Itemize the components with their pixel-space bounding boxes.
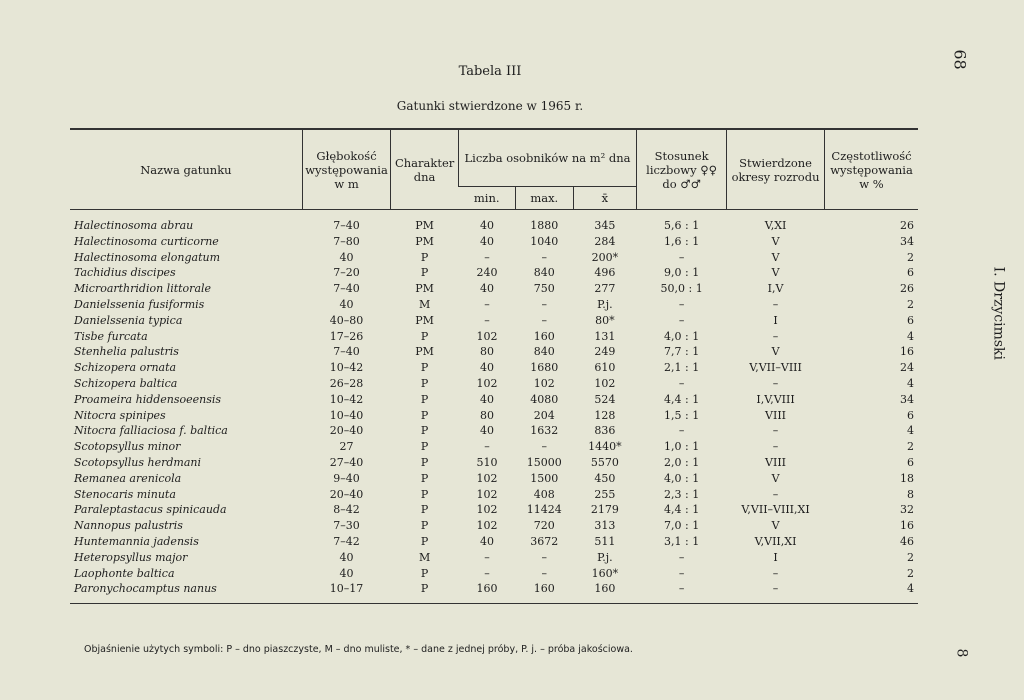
cell-min: –: [484, 297, 490, 311]
cell-frequency: 34: [900, 392, 914, 406]
table-row: [70, 455, 918, 471]
cell-mean: 610: [594, 361, 616, 375]
cell-bottom: PM: [415, 219, 434, 232]
cell-name: Halectinosoma curticorne: [74, 234, 219, 248]
cell-ratio: 2,0 : 1: [664, 455, 700, 469]
cell-bottom: P: [420, 392, 429, 406]
cell-name: Stenhelia palustris: [74, 345, 179, 359]
cell-depth: 20–40: [329, 487, 364, 501]
cell-depth: 40: [339, 550, 354, 564]
cell-periods: V: [771, 345, 780, 359]
table-row: [70, 408, 918, 424]
cell-mean: 836: [594, 424, 616, 438]
cell-frequency: 6: [907, 313, 914, 327]
cell-max: 4080: [530, 392, 559, 406]
cell-depth: 7–40: [333, 282, 360, 296]
cell-frequency: 4: [907, 329, 914, 343]
cell-bottom: P: [420, 455, 429, 469]
cell-ratio: –: [678, 566, 685, 580]
cell-frequency: 2: [907, 250, 914, 264]
cell-mean: 496: [594, 266, 616, 280]
cell-depth: 9–40: [333, 471, 360, 485]
cell-depth: 26–28: [329, 376, 364, 390]
cell-min: 40: [479, 234, 494, 248]
cell-mean: 200*: [591, 250, 619, 264]
cell-frequency: 6: [907, 408, 914, 422]
cell-ratio: 4,0 : 1: [664, 471, 700, 485]
cell-mean: 277: [594, 282, 616, 296]
table-row: [70, 344, 918, 360]
cell-bottom: P: [420, 519, 429, 533]
table-row: [70, 534, 918, 550]
cell-mean: 511: [594, 534, 616, 548]
table-row: [70, 376, 918, 392]
cell-name: Huntemannia jadensis: [74, 534, 199, 548]
table-row: [70, 297, 918, 313]
cell-max: 3672: [530, 534, 559, 548]
cell-name: Danielssenia fusiformis: [74, 297, 205, 311]
cell-mean: P.j.: [597, 550, 613, 564]
cell-ratio: –: [637, 581, 727, 603]
table-row: [70, 281, 918, 297]
cell-name: Nannopus palustris: [74, 519, 183, 533]
cell-max: 1680: [530, 361, 559, 375]
cell-periods: VIII: [765, 408, 787, 422]
cell-periods: –: [772, 376, 779, 390]
running-head-author: I. Drzycimski: [990, 266, 1006, 360]
table-row: [70, 234, 918, 250]
cell-min: 40: [479, 392, 494, 406]
cell-mean: 80*: [595, 313, 615, 327]
cell-max: 1632: [530, 424, 559, 438]
cell-name: Tisbe furcata: [74, 329, 148, 343]
cell-periods: V,VII–VIII: [749, 361, 802, 375]
cell-periods: I: [773, 550, 778, 564]
cell-depth: 7–40: [333, 345, 360, 359]
cell-name: Nitocra falliaciosa f. baltica: [74, 424, 228, 438]
cell-ratio: 4,4 : 1: [664, 392, 700, 406]
cell-mean: 102: [594, 376, 616, 390]
cell-bottom: M: [418, 297, 431, 311]
table-row: [70, 265, 918, 281]
footnote: Objaśnienie użytych symboli: P – dno piaszczyste, M – dno muliste, * – dane z jednej próby, P. j. – próba jakościowa.: [84, 644, 633, 655]
cell-bottom: P: [420, 424, 429, 438]
cell-bottom: P: [420, 487, 429, 501]
cell-min: –: [484, 250, 490, 264]
table-subtitle: Gatunki stwierdzone w 1965 r.: [396, 99, 584, 113]
cell-min: 102: [476, 471, 498, 485]
cell-periods: I,V,VIII: [756, 392, 795, 406]
cell-depth: 40: [339, 297, 354, 311]
header-bottom: Charakter dna: [391, 129, 459, 210]
cell-name: Danielssenia typica: [74, 313, 183, 327]
header-name: Nazwa gatunku: [70, 129, 302, 210]
cell-max: –: [541, 550, 548, 564]
table-row: [70, 329, 918, 345]
cell-periods: V,XI: [764, 219, 787, 232]
cell-mean: 249: [594, 345, 616, 359]
cell-ratio: 9,0 : 1: [664, 266, 700, 280]
cell-periods: –: [772, 566, 779, 580]
cell-ratio: –: [678, 250, 685, 264]
cell-min: 102: [476, 519, 498, 533]
cell-min: –: [484, 440, 490, 454]
table-title: Tabela III: [458, 64, 522, 79]
cell-bottom: M: [418, 550, 431, 564]
cell-mean: 345: [594, 219, 616, 232]
cell-bottom: PM: [415, 345, 434, 359]
cell-max: 1880: [530, 219, 559, 232]
cell-min: 40: [479, 424, 494, 438]
cell-min: 40: [479, 282, 494, 296]
page-number: 68: [950, 49, 970, 70]
cell-max: –: [541, 297, 548, 311]
cell-frequency: 32: [900, 503, 914, 517]
header-count-mean: x̄: [573, 187, 637, 210]
cell-bottom: P: [420, 503, 429, 517]
cell-bottom: P: [420, 329, 429, 343]
cell-frequency: 26: [900, 219, 914, 232]
cell-bottom: P: [420, 408, 429, 422]
cell-ratio: 50,0 : 1: [660, 282, 703, 296]
cell-periods: –: [772, 424, 779, 438]
cell-depth: 40–80: [329, 313, 364, 327]
table-row: [70, 313, 918, 329]
cell-periods: –: [772, 297, 779, 311]
table-row: [70, 550, 918, 566]
cell-name: Scotopsyllus herdmani: [74, 455, 202, 469]
cell-periods: V: [771, 266, 780, 280]
cell-ratio: 1,6 : 1: [664, 234, 700, 248]
cell-min: 40: [479, 219, 494, 232]
cell-bottom: PM: [415, 282, 434, 296]
cell-min: –: [484, 566, 490, 580]
cell-bottom: P: [391, 581, 459, 603]
cell-depth: 40: [339, 250, 354, 264]
side-number: 8: [953, 648, 970, 658]
cell-depth: 27: [339, 440, 354, 454]
cell-max: 1040: [530, 234, 559, 248]
table-row: [70, 518, 918, 534]
cell-frequency: 8: [907, 487, 914, 501]
cell-periods: V: [771, 234, 780, 248]
cell-max: 750: [533, 282, 555, 296]
cell-bottom: P: [420, 534, 429, 548]
cell-mean: 160*: [591, 566, 619, 580]
table-row: [70, 566, 918, 582]
cell-bottom: P: [420, 566, 429, 580]
cell-mean: 284: [594, 234, 616, 248]
cell-ratio: 2,1 : 1: [664, 361, 700, 375]
header-frequency: Częstotliwość występowania w %: [825, 129, 918, 210]
cell-min: 80: [479, 408, 494, 422]
cell-periods: –: [772, 440, 779, 454]
cell-name: Remanea arenicola: [74, 471, 182, 485]
cell-name: Schizopera ornata: [74, 361, 177, 375]
cell-ratio: –: [678, 376, 685, 390]
cell-max: 15000: [526, 455, 562, 469]
cell-depth: 7–20: [333, 266, 360, 280]
table-row: [70, 502, 918, 518]
cell-depth: 8–42: [333, 503, 360, 517]
cell-name: Paraleptastacus spinicauda: [74, 503, 227, 517]
cell-name: Scotopsyllus minor: [74, 440, 181, 454]
cell-ratio: –: [678, 550, 685, 564]
cell-ratio: –: [678, 424, 685, 438]
cell-max: –: [541, 440, 548, 454]
cell-ratio: 7,0 : 1: [664, 519, 700, 533]
header-ratio: Stosunek liczbowy ♀♀ do ♂♂: [637, 129, 727, 210]
cell-name: Tachidius discipes: [74, 266, 176, 280]
cell-periods: I,V: [767, 282, 784, 296]
cell-ratio: 7,7 : 1: [664, 345, 700, 359]
header-count: Liczba osobników na m² dna: [458, 129, 636, 187]
cell-depth: 7–42: [333, 534, 360, 548]
cell-max: 840: [533, 345, 555, 359]
cell-bottom: P: [420, 440, 429, 454]
cell-frequency: 26: [900, 282, 914, 296]
cell-frequency: 18: [900, 471, 914, 485]
table-body: [70, 210, 918, 604]
cell-depth: 40: [339, 566, 354, 580]
cell-frequency: 2: [907, 440, 914, 454]
cell-ratio: 5,6 : 1: [664, 219, 700, 232]
cell-name: Halectinosoma abrau: [74, 219, 194, 232]
cell-max: –: [541, 250, 548, 264]
cell-mean: 1440*: [588, 440, 622, 454]
cell-ratio: –: [678, 313, 685, 327]
header-periods: Stwierdzone okresy rozrodu: [727, 129, 825, 210]
cell-bottom: PM: [415, 234, 434, 248]
cell-name: Stenocaris minuta: [74, 487, 176, 501]
cell-max: 720: [533, 519, 555, 533]
cell-periods: –: [727, 581, 825, 603]
cell-mean: 131: [594, 329, 616, 343]
cell-depth: 7–30: [333, 519, 360, 533]
table-row: [70, 210, 918, 234]
cell-mean: 450: [594, 471, 616, 485]
cell-frequency: 4: [907, 376, 914, 390]
cell-max: –: [541, 566, 548, 580]
cell-max: 160: [515, 581, 573, 603]
cell-name: Paronychocamptus nanus: [70, 581, 302, 603]
cell-bottom: P: [420, 250, 429, 264]
table-row: [70, 423, 918, 439]
cell-name: Nitocra spinipes: [74, 408, 166, 422]
cell-name: Halectinosoma elongatum: [74, 250, 221, 264]
cell-depth: 10–42: [329, 361, 364, 375]
cell-name: Proameira hiddensoeensis: [74, 392, 222, 406]
cell-periods: I: [773, 313, 778, 327]
cell-ratio: 4,0 : 1: [664, 329, 700, 343]
cell-max: 102: [533, 376, 555, 390]
cell-bottom: P: [420, 361, 429, 375]
cell-min: 240: [476, 266, 498, 280]
cell-ratio: 2,3 : 1: [664, 487, 700, 501]
cell-min: 510: [476, 455, 498, 469]
cell-mean: 160: [573, 581, 637, 603]
cell-mean: 524: [594, 392, 616, 406]
cell-frequency: 34: [900, 234, 914, 248]
cell-depth: 10–40: [329, 408, 364, 422]
cell-frequency: 46: [900, 534, 914, 548]
cell-mean: 313: [594, 519, 616, 533]
cell-min: –: [484, 313, 490, 327]
cell-depth: 7–40: [333, 219, 360, 232]
cell-periods: V: [771, 471, 780, 485]
cell-mean: P.j.: [597, 297, 613, 311]
cell-frequency: 2: [907, 297, 914, 311]
cell-max: 160: [533, 329, 555, 343]
cell-ratio: –: [678, 297, 685, 311]
cell-name: Laophonte baltica: [74, 566, 175, 580]
cell-bottom: P: [420, 266, 429, 280]
cell-mean: 2179: [590, 503, 619, 517]
cell-max: 204: [533, 408, 555, 422]
table-row: [70, 581, 918, 603]
cell-min: 40: [479, 534, 494, 548]
cell-max: 408: [533, 487, 555, 501]
cell-ratio: 4,4 : 1: [664, 503, 700, 517]
cell-periods: –: [772, 487, 779, 501]
cell-periods: VIII: [765, 455, 787, 469]
cell-max: –: [541, 313, 548, 327]
cell-frequency: 2: [907, 566, 914, 580]
cell-frequency: 4: [825, 581, 918, 603]
cell-mean: 128: [594, 408, 616, 422]
cell-max: 1500: [530, 471, 559, 485]
header-count-max: max.: [515, 187, 573, 210]
cell-frequency: 6: [907, 266, 914, 280]
cell-bottom: P: [420, 471, 429, 485]
cell-min: 102: [476, 329, 498, 343]
cell-ratio: 1,5 : 1: [664, 408, 700, 422]
cell-bottom: PM: [415, 313, 434, 327]
cell-depth: 17–26: [329, 329, 364, 343]
cell-min: –: [484, 550, 490, 564]
cell-frequency: 16: [900, 519, 914, 533]
cell-periods: V,VII–VIII,XI: [741, 503, 810, 517]
table-row: [70, 439, 918, 455]
cell-frequency: 16: [900, 345, 914, 359]
species-table: [70, 128, 918, 604]
cell-ratio: 3,1 : 1: [664, 534, 700, 548]
cell-depth: 7–80: [333, 234, 360, 248]
cell-name: Microarthridion littorale: [74, 282, 212, 296]
cell-periods: V: [771, 250, 780, 264]
cell-depth: 10–17: [302, 581, 390, 603]
cell-name: Heteropsyllus major: [74, 550, 188, 564]
cell-frequency: 4: [907, 424, 914, 438]
cell-ratio: 1,0 : 1: [664, 440, 700, 454]
cell-min: 80: [479, 345, 494, 359]
cell-max: 11424: [526, 503, 562, 517]
cell-frequency: 24: [900, 361, 914, 375]
cell-max: 840: [533, 266, 555, 280]
cell-depth: 10–42: [329, 392, 364, 406]
header-depth: Głębokość występowania w m: [302, 129, 390, 210]
table-row: [70, 487, 918, 503]
table-row: [70, 392, 918, 408]
cell-frequency: 6: [907, 455, 914, 469]
cell-name: Schizopera baltica: [74, 376, 178, 390]
cell-depth: 27–40: [329, 455, 364, 469]
cell-min: 102: [476, 503, 498, 517]
cell-min: 40: [479, 361, 494, 375]
cell-bottom: P: [420, 376, 429, 390]
table-row: [70, 471, 918, 487]
cell-depth: 20–40: [329, 424, 364, 438]
table-row: [70, 250, 918, 266]
cell-mean: 255: [594, 487, 616, 501]
table-row: [70, 360, 918, 376]
cell-mean: 5570: [590, 455, 619, 469]
cell-min: 102: [476, 376, 498, 390]
header-count-min: min.: [458, 187, 515, 210]
cell-min: 102: [476, 487, 498, 501]
cell-periods: V,VII,XI: [754, 534, 797, 548]
cell-min: 160: [458, 581, 515, 603]
cell-periods: –: [772, 329, 779, 343]
cell-frequency: 2: [907, 550, 914, 564]
cell-periods: V: [771, 519, 780, 533]
